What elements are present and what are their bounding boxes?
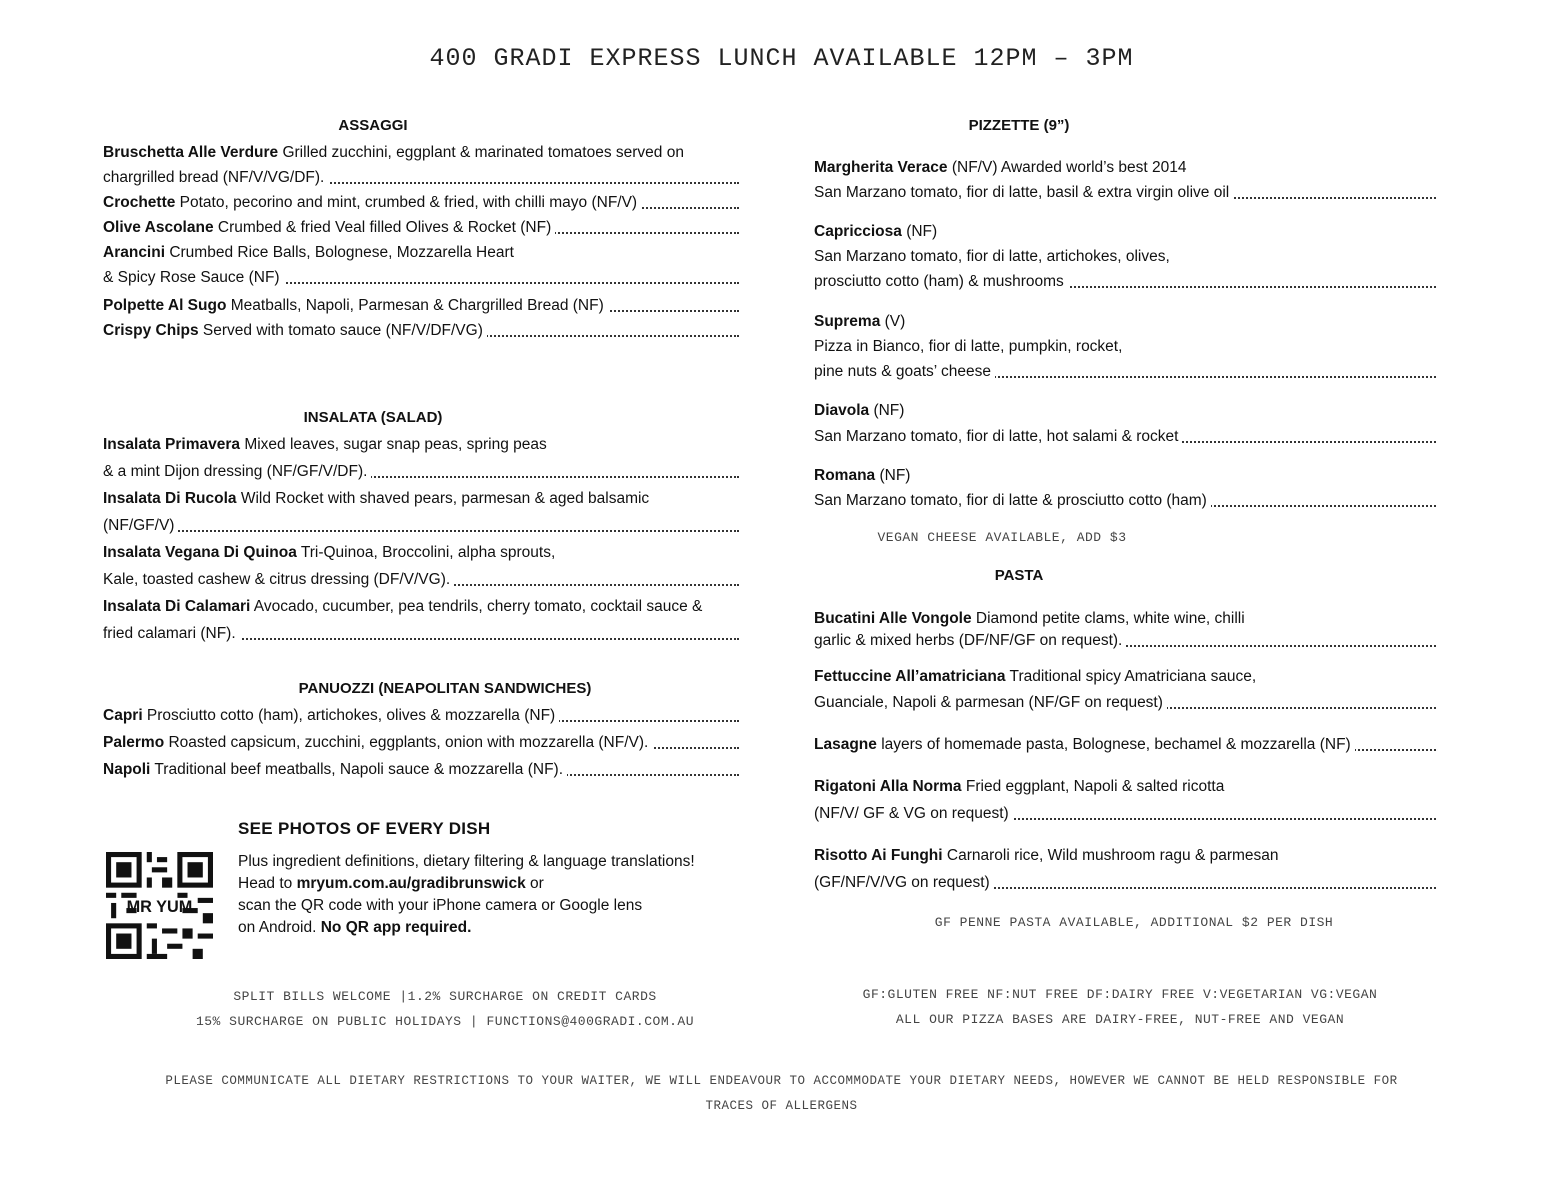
promo-link[interactable]: mryum.com.au/gradibrunswick bbox=[296, 875, 526, 892]
pizzette-menu-line bbox=[814, 272, 1436, 292]
footer-allergen-notice-2: TRACES OF ALLERGENS bbox=[705, 1099, 858, 1113]
promo-line-4: on Android. No QR app required. bbox=[238, 919, 472, 936]
footer-surcharge: 15% SURCHARGE ON PUBLIC HOLIDAYS | FUNCTIONS@400GRADI.COM.AU bbox=[195, 1014, 695, 1029]
assaggi-menu-line bbox=[103, 243, 739, 263]
dish-description: Crumbed & fried Veal filled Olives & Rocket (NF) bbox=[213, 219, 552, 236]
dish-description: San Marzano tomato, fior di latte, basil & extra virgin olive oil bbox=[814, 184, 1230, 201]
dish-description: layers of homemade pasta, Bolognese, bechamel & mozzarella (NF) bbox=[876, 736, 1351, 753]
promo-line-2: Head to mryum.com.au/gradibrunswick or bbox=[238, 875, 544, 892]
dish-description: garlic & mixed herbs (DF/NF/GF on request). bbox=[814, 632, 1123, 649]
dish-name: Fettuccine All’amatriciana bbox=[814, 668, 1006, 685]
panuozzi-menu-line bbox=[103, 706, 739, 726]
dish-name: Insalata Vegana Di Quinoa bbox=[103, 544, 297, 561]
assaggi-menu-line bbox=[103, 268, 739, 288]
dish-description: Traditional beef meatballs, Napoli sauce & mozzarella (NF). bbox=[150, 761, 564, 778]
insalata-menu-line bbox=[103, 489, 739, 509]
pizzette-menu-line bbox=[814, 362, 1436, 382]
dish-name: Insalata Di Rucola bbox=[103, 490, 237, 507]
dish-description: Avocado, cucumber, pea tendrils, cherry tomato, cocktail sauce & bbox=[250, 598, 703, 615]
dish-name: Crispy Chips bbox=[103, 322, 199, 339]
dot-leader bbox=[103, 530, 739, 532]
promo-heading: SEE PHOTOS OF EVERY DISH bbox=[238, 819, 491, 838]
insalata-menu-line bbox=[103, 543, 739, 563]
assaggi-menu-line bbox=[103, 218, 739, 238]
dish-description: San Marzano tomato, fior di latte, artichokes, olives, bbox=[814, 248, 1170, 265]
dish-name: Diavola bbox=[814, 402, 870, 419]
assaggi-menu-line bbox=[103, 143, 739, 163]
promo-line-3: scan the QR code with your iPhone camera or Google lens bbox=[238, 897, 643, 914]
dish-description: & a mint Dijon dressing (NF/GF/V/DF). bbox=[103, 463, 368, 480]
pizzette-menu-line bbox=[814, 337, 1436, 357]
pasta-menu-line bbox=[814, 873, 1436, 893]
dish-name: Capricciosa bbox=[814, 223, 902, 240]
promo-line-1: Plus ingredient definitions, dietary filtering & language translations! bbox=[238, 853, 695, 870]
pizzette-menu-line bbox=[814, 222, 1436, 242]
pasta-menu-line bbox=[814, 667, 1436, 687]
dish-description: (NF) bbox=[901, 223, 938, 240]
dish-description: San Marzano tomato, fior di latte, hot salami & rocket bbox=[814, 428, 1179, 445]
insalata-menu-line bbox=[103, 435, 739, 455]
pasta-menu-line bbox=[814, 609, 1436, 629]
dish-description: (NF/V) Awarded world’s best 2014 bbox=[947, 159, 1187, 176]
dish-description: Potato, pecorino and mint, crumbed & fried, with chilli mayo (NF/V) bbox=[175, 194, 638, 211]
dish-name: Palermo bbox=[103, 734, 165, 751]
insalata-menu-line bbox=[103, 570, 739, 590]
pizzette-menu-line bbox=[814, 183, 1436, 203]
dish-description: Served with tomato sauce (NF/V/DF/VG) bbox=[198, 322, 483, 339]
dish-name: Risotto Ai Funghi bbox=[814, 847, 943, 864]
dish-name: Olive Ascolane bbox=[103, 219, 214, 236]
menu-title: 400 GRADI EXPRESS LUNCH AVAILABLE 12PM – 3PM bbox=[429, 44, 1134, 73]
dish-name: Crochette bbox=[103, 194, 176, 211]
dish-description: (NF/GF/V) bbox=[103, 517, 175, 534]
pasta-menu-line bbox=[814, 804, 1436, 824]
insalata-heading: INSALATA (SALAD) bbox=[303, 409, 443, 426]
dish-name: Bruschetta Alle Verdure bbox=[103, 144, 279, 161]
dish-name: Rigatoni Alla Norma bbox=[814, 778, 962, 795]
dish-description: pine nuts & goats’ cheese bbox=[814, 363, 991, 380]
pizzette-menu-line bbox=[814, 491, 1436, 511]
insalata-menu-line bbox=[103, 516, 739, 536]
dish-description: Carnaroli rice, Wild mushroom ragu & parmesan bbox=[942, 847, 1279, 864]
dish-description: Kale, toasted cashew & citrus dressing (DF/V/VG). bbox=[103, 571, 451, 588]
dish-description: Diamond petite clams, white wine, chilli bbox=[971, 610, 1245, 627]
dish-name: Bucatini Alle Vongole bbox=[814, 610, 972, 627]
dish-description: Crumbed Rice Balls, Bolognese, Mozzarella Heart bbox=[165, 244, 514, 261]
dish-description: Wild Rocket with shaved pears, parmesan & aged balsamic bbox=[236, 490, 650, 507]
dish-description: (NF) bbox=[869, 402, 905, 419]
pizzette-heading: PIZZETTE (9”) bbox=[968, 117, 1070, 134]
pizzette-menu-line bbox=[814, 427, 1436, 447]
insalata-menu-line bbox=[103, 597, 739, 617]
dish-description: Tri-Quinoa, Broccolini, alpha sprouts, bbox=[296, 544, 556, 561]
pasta-heading: PASTA bbox=[994, 567, 1044, 584]
pasta-menu-line bbox=[814, 777, 1436, 797]
qr-code-icon[interactable] bbox=[106, 852, 213, 959]
dish-description: Roasted capsicum, zucchini, eggplants, onion with mozzarella (NF/V). bbox=[164, 734, 649, 751]
dish-name: Suprema bbox=[814, 313, 881, 330]
dish-description: Traditional spicy Amatriciana sauce, bbox=[1005, 668, 1257, 685]
dish-name: Capri bbox=[103, 707, 143, 724]
assaggi-menu-line bbox=[103, 321, 739, 341]
pasta-menu-line bbox=[814, 735, 1436, 755]
panuozzi-menu-line bbox=[103, 733, 739, 753]
insalata-menu-line bbox=[103, 624, 739, 644]
footer-allergen-notice: PLEASE COMMUNICATE ALL DIETARY RESTRICTIONS TO YOUR WAITER, WE WILL ENDEAVOUR TO ACCOMMODATE YOUR DIETARY NEEDS, HOWEVER WE CANNOT BE HELD RESPONSIBLE FOR bbox=[165, 1074, 1398, 1088]
pizzette-menu-line bbox=[814, 401, 1436, 421]
dish-name: Arancini bbox=[103, 244, 166, 261]
assaggi-menu-line bbox=[103, 193, 739, 213]
dish-description: Grilled zucchini, eggplant & marinated tomatoes served on bbox=[278, 144, 684, 161]
vegan-cheese-note: VEGAN CHEESE AVAILABLE, ADD $3 bbox=[877, 530, 1127, 545]
footer-dietary-key: GF:GLUTEN FREE NF:NUT FREE DF:DAIRY FREE V:VEGETARIAN VG:VEGAN bbox=[862, 987, 1378, 1002]
dish-description: Mixed leaves, sugar snap peas, spring peas bbox=[240, 436, 547, 453]
pasta-menu-line bbox=[814, 846, 1436, 866]
pizzette-menu-line bbox=[814, 158, 1436, 178]
dish-description: chargrilled bread (NF/V/VG/DF). bbox=[103, 169, 325, 186]
pasta-menu-line bbox=[814, 631, 1436, 651]
panuozzi-menu-line bbox=[103, 760, 739, 780]
assaggi-menu-line bbox=[103, 168, 739, 188]
dish-description: Fried eggplant, Napoli & salted ricotta bbox=[961, 778, 1225, 795]
dish-description: (GF/NF/V/VG on request) bbox=[814, 874, 990, 891]
pizzette-menu-line bbox=[814, 312, 1436, 332]
dish-name: Insalata Primavera bbox=[103, 436, 241, 453]
footer-pizza-bases: ALL OUR PIZZA BASES ARE DAIRY-FREE, NUT-FREE AND VEGAN bbox=[895, 1012, 1345, 1027]
dish-description: & Spicy Rose Sauce (NF) bbox=[103, 269, 280, 286]
dish-description: Meatballs, Napoli, Parmesan & Chargrilled Bread (NF) bbox=[226, 297, 604, 314]
dish-name: Margherita Verace bbox=[814, 159, 948, 176]
pasta-menu-line bbox=[814, 693, 1436, 713]
dish-description: (V) bbox=[880, 313, 906, 330]
pizzette-menu-line bbox=[814, 466, 1436, 486]
dish-description: San Marzano tomato, fior di latte & prosciutto cotto (ham) bbox=[814, 492, 1207, 509]
assaggi-menu-line bbox=[103, 296, 739, 316]
panuozzi-heading: PANUOZZI (NEAPOLITAN SANDWICHES) bbox=[298, 680, 592, 697]
insalata-menu-line bbox=[103, 462, 739, 482]
dish-description: (NF/V/ GF & VG on request) bbox=[814, 805, 1009, 822]
pizzette-menu-line bbox=[814, 247, 1436, 267]
dish-name: Napoli bbox=[103, 761, 151, 778]
qr-label: MR YUM bbox=[126, 898, 193, 917]
dish-name: Polpette Al Sugo bbox=[103, 297, 227, 314]
dish-name: Insalata Di Calamari bbox=[103, 598, 251, 615]
footer-split-bills: SPLIT BILLS WELCOME |1.2% SURCHARGE ON CREDIT CARDS bbox=[233, 989, 657, 1004]
dish-name: Romana bbox=[814, 467, 876, 484]
dish-description: Pizza in Bianco, fior di latte, pumpkin, rocket, bbox=[814, 338, 1123, 355]
dish-name: Lasagne bbox=[814, 736, 877, 753]
assaggi-heading: ASSAGGI bbox=[338, 117, 408, 134]
dish-description: prosciutto cotto (ham) & mushrooms bbox=[814, 273, 1064, 290]
dish-description: Guanciale, Napoli & parmesan (NF/GF on request) bbox=[814, 694, 1163, 711]
dish-description: Prosciutto cotto (ham), artichokes, olives & mozzarella (NF) bbox=[142, 707, 556, 724]
gf-penne-note: GF PENNE PASTA AVAILABLE, ADDITIONAL $2 PER DISH bbox=[934, 915, 1334, 930]
dish-description: (NF) bbox=[875, 467, 911, 484]
dish-description: fried calamari (NF). bbox=[103, 625, 236, 642]
